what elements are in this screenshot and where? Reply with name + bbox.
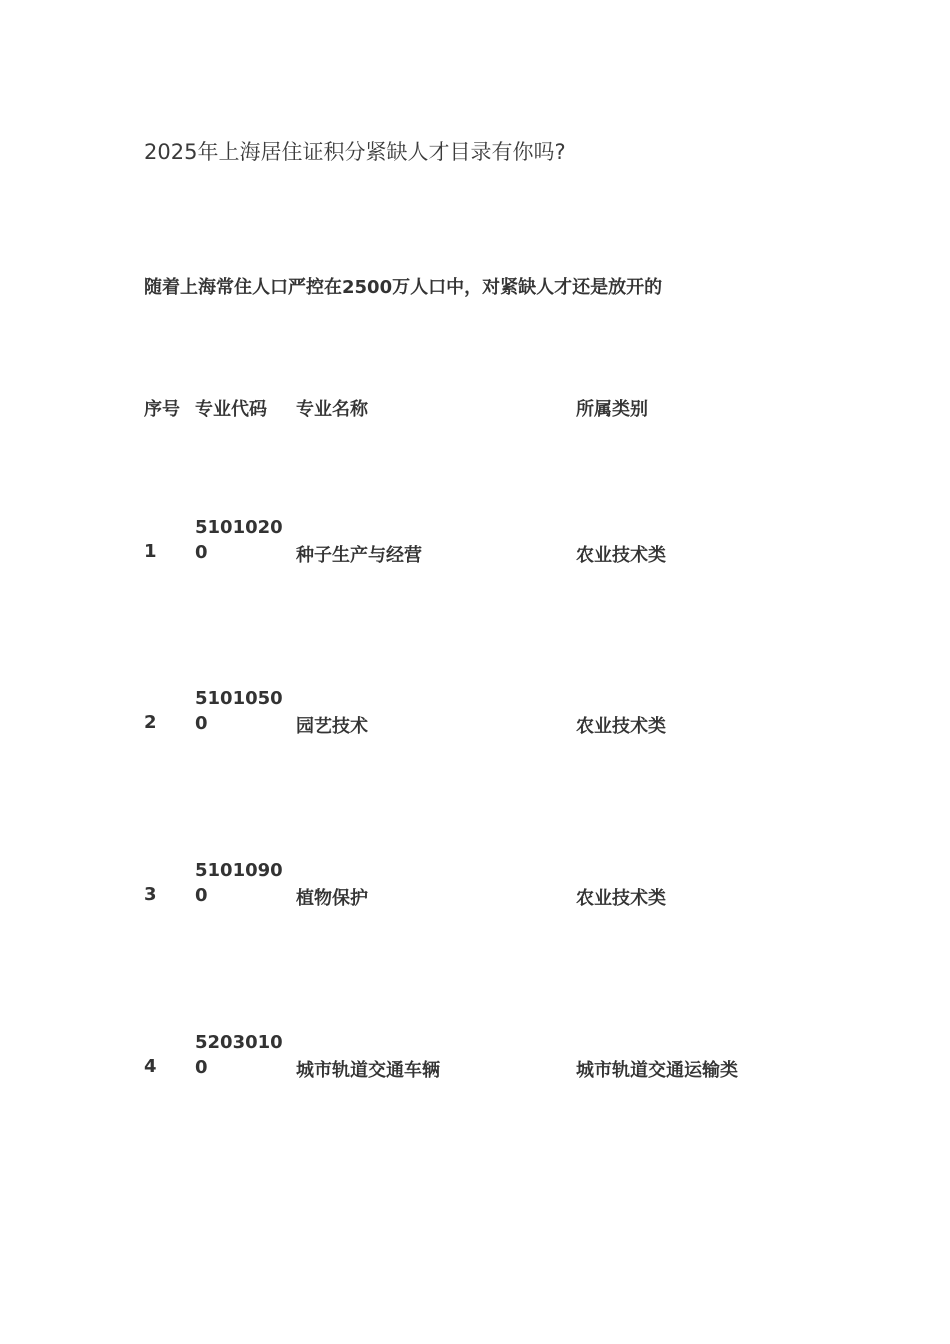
row-category: 农业技术类 <box>576 888 666 909</box>
table-row <box>144 1030 844 1106</box>
table-row <box>144 515 844 591</box>
row-category: 农业技术类 <box>576 716 666 737</box>
row-name: 种子生产与经营 <box>296 545 422 566</box>
row-no: 4 <box>144 1056 157 1077</box>
row-code: 51010200 <box>195 517 283 563</box>
row-code: 51010500 <box>195 688 283 734</box>
header-category: 所属类别 <box>576 399 648 420</box>
table-header <box>144 395 844 419</box>
row-name: 园艺技术 <box>296 716 368 737</box>
row-category: 城市轨道交通运输类 <box>576 1060 738 1081</box>
document-title: 2025年上海居住证积分紧缺人才目录有你吗? <box>144 140 566 164</box>
row-category: 农业技术类 <box>576 545 666 566</box>
row-no: 3 <box>144 884 157 905</box>
row-code: 51010900 <box>195 860 283 906</box>
row-name: 植物保护 <box>296 888 368 909</box>
table-row <box>144 686 844 762</box>
header-code: 专业代码 <box>195 399 267 420</box>
header-name: 专业名称 <box>296 399 368 420</box>
row-no: 1 <box>144 541 157 562</box>
row-code: 52030100 <box>195 1032 283 1078</box>
document-subtitle: 随着上海常住人口严控在2500万人口中，对紧缺人才还是放开的 <box>144 277 663 298</box>
row-name: 城市轨道交通车辆 <box>296 1060 440 1081</box>
header-no: 序号 <box>144 399 180 420</box>
table-row <box>144 858 844 934</box>
row-no: 2 <box>144 712 157 733</box>
